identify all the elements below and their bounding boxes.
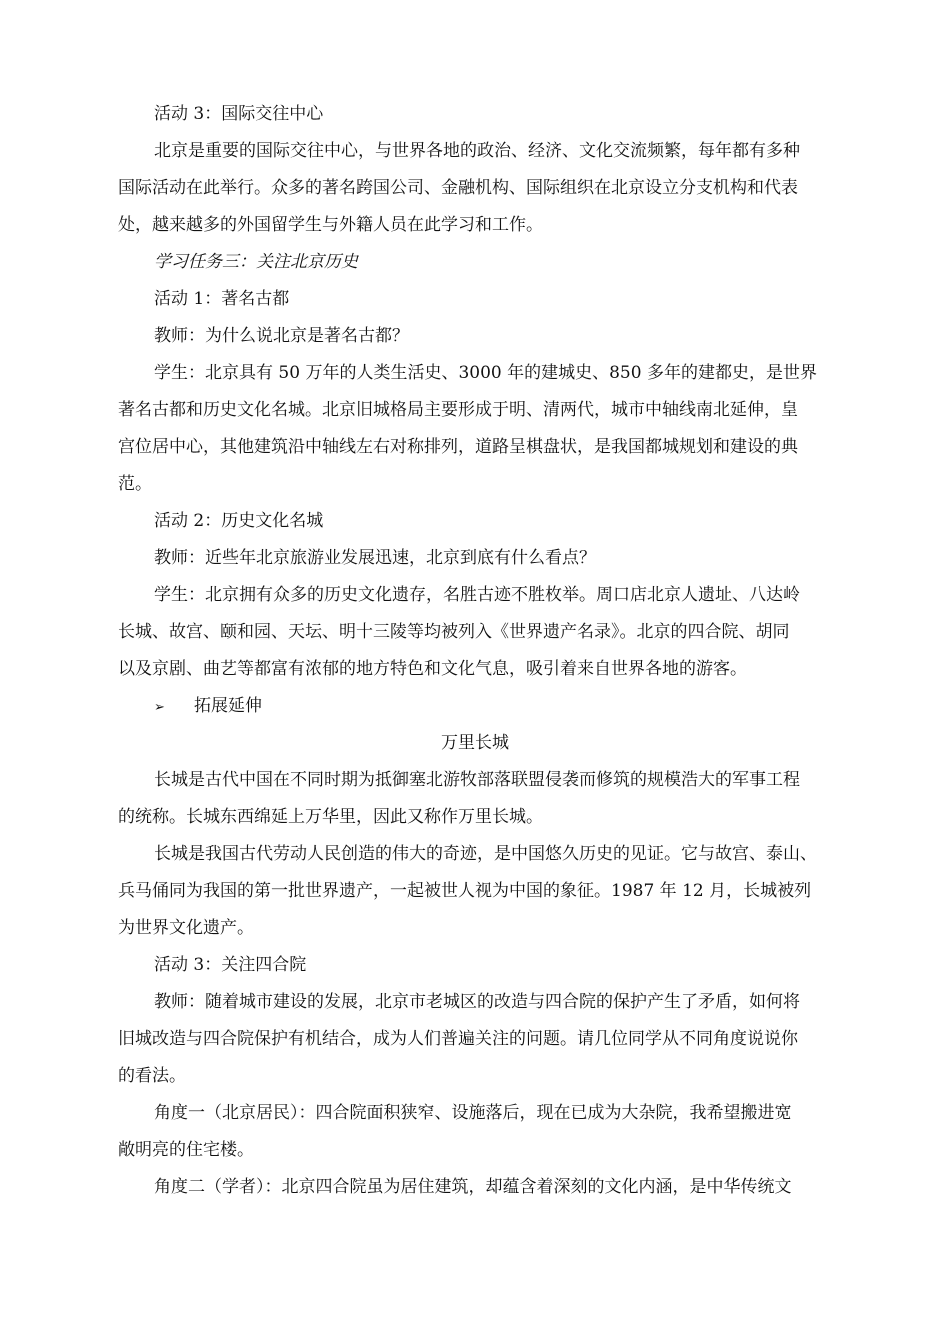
paragraph-line: 以及京剧、曲艺等都富有浓郁的地方特色和文化气息，吸引着来自世界各地的游客。 xyxy=(118,659,747,679)
paragraph-line: 的看法。 xyxy=(118,1066,186,1086)
paragraph-line: 长城是我国古代劳动人民创造的伟大的奇迹，是中国悠久历史的见证。它与故宫、泰山、 xyxy=(154,844,817,864)
paragraph-line: 长城、故宫、颐和园、天坛、明十三陵等均被列入《世界遗产名录》。北京的四合院、胡同 xyxy=(118,622,790,642)
paragraph-line: 学生：北京具有 50 万年的人类生活史、3000 年的建城史、850 多年的建都史，是世界 xyxy=(154,363,817,383)
activity-heading: 活动 1：著名古都 xyxy=(154,289,290,309)
paragraph-line: 角度一（北京居民）：四合院面积狭窄、设施落后，现在已成为大杂院，我希望搬进宽 xyxy=(154,1103,792,1123)
activity-heading: 活动 2：历史文化名城 xyxy=(154,511,324,531)
paragraph-line: 著名古都和历史文化名城。北京旧城格局主要形成于明、清两代，城市中轴线南北延伸，皇 xyxy=(118,400,798,420)
paragraph-line: 处，越来越多的外国留学生与外籍人员在此学习和工作。 xyxy=(118,215,543,235)
paragraph-line: 角度二（学者）：北京四合院虽为居住建筑，却蕴含着深刻的文化内涵，是中华传统文 xyxy=(154,1177,792,1197)
teacher-question: 教师：近些年北京旅游业发展迅速，北京到底有什么看点？ xyxy=(154,548,596,568)
paragraph-line: 的统称。长城东西绵延上万华里，因此又称作万里长城。 xyxy=(118,807,543,827)
extension-heading xyxy=(118,688,832,725)
paragraph-line: 北京是重要的国际交往中心，与世界各地的政治、经济、文化交流频繁，每年都有多种 xyxy=(154,141,800,161)
activity-heading: 活动 3：国际交往中心 xyxy=(154,104,324,124)
paragraph-line: 为世界文化遗产。 xyxy=(118,918,254,938)
paragraph-line: 旧城改造与四合院保护有机结合，成为人们普遍关注的问题。请几位同学从不同角度说说你 xyxy=(118,1029,798,1049)
paragraph-line: 宫位居中心，其他建筑沿中轴线左右对称排列，道路呈棋盘状，是我国都城规划和建设的典 xyxy=(118,437,798,457)
teacher-question: 教师：为什么说北京是著名古都？ xyxy=(154,326,409,346)
paragraph-line: 长城是古代中国在不同时期为抵御塞北游牧部落联盟侵袭而修筑的规模浩大的军事工程 xyxy=(154,770,800,790)
task-heading: 学习任务三：关注北京历史 xyxy=(154,252,358,272)
paragraph-line: 国际活动在此举行。众多的著名跨国公司、金融机构、国际组织在北京设立分支机构和代表 xyxy=(118,178,798,198)
paragraph-line: 教师：随着城市建设的发展，北京市老城区的改造与四合院的保护产生了矛盾，如何将 xyxy=(154,992,800,1012)
document-page xyxy=(118,96,832,1206)
paragraph-line: 学生：北京拥有众多的历史文化遗存，名胜古迹不胜枚举。周口店北京人遗址、八达岭 xyxy=(154,585,800,605)
paragraph-line: 兵马俑同为我国的第一批世界遗产，一起被世人视为中国的象征。1987 年 12 月，长城被列 xyxy=(118,881,812,901)
paragraph-line: 范。 xyxy=(118,474,152,494)
activity-heading: 活动 3：关注四合院 xyxy=(154,955,307,975)
section-title: 万里长城 xyxy=(441,733,509,753)
arrow-bullet-icon: ➢ xyxy=(154,700,165,715)
paragraph-line: 敞明亮的住宅楼。 xyxy=(118,1140,254,1160)
extension-heading-label: 拓展延伸 xyxy=(194,696,262,716)
